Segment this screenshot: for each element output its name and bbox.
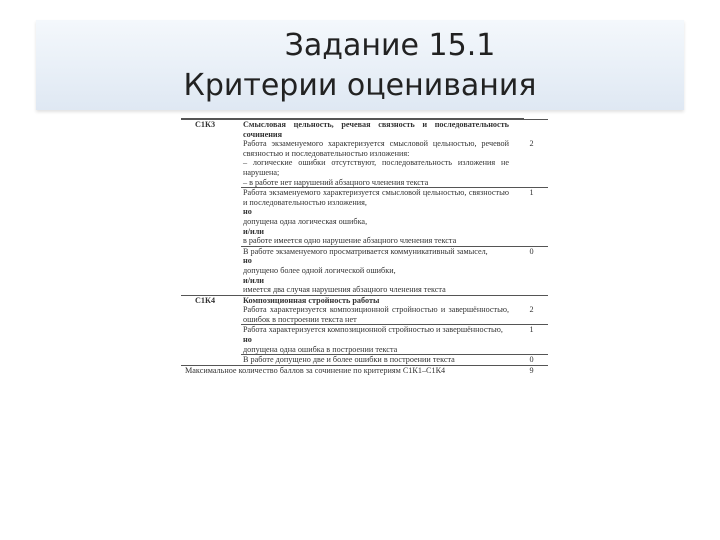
- criterion-heading-row: [181, 120, 548, 140]
- level-description: [241, 355, 511, 366]
- description-line: Работа характеризуется композиционной стройностью и завершённостью, ошибок в построении текста нет: [243, 305, 509, 324]
- total-row: [181, 365, 548, 375]
- score-cell-empty: [511, 120, 548, 140]
- code-cell-empty: [181, 246, 241, 295]
- level-description: [241, 188, 511, 247]
- code-cell-empty: [181, 355, 241, 366]
- description-line: но: [243, 207, 252, 217]
- criterion-level-row: [181, 305, 548, 325]
- description-line: в работе имеется одно нарушение абзацного членения текста: [243, 236, 457, 246]
- title-line-1: Задание 15.1: [284, 28, 496, 63]
- criterion-heading: Смысловая цельность, речевая связность и последовательность сочинения: [243, 120, 509, 139]
- description-line: – логические ошибки отсутствуют, последовательность изложения не нарушена;: [243, 158, 509, 177]
- description-line: но: [243, 256, 252, 266]
- code-cell-empty: [181, 139, 241, 187]
- criterion-level-row: [181, 139, 548, 187]
- level-score: 2: [529, 139, 534, 149]
- slide-title: [36, 26, 684, 106]
- description-line: Работа экзаменуемого характеризуется смысловой цельностью, связностью и последовательностью изложения,: [243, 188, 509, 207]
- criterion-code: С1К3: [181, 120, 241, 140]
- level-description: [241, 139, 511, 187]
- level-description: [241, 325, 511, 355]
- criterion-heading: Композиционная стройность работы: [241, 295, 511, 305]
- criterion-level-row: [181, 246, 548, 295]
- level-description: [241, 305, 511, 325]
- total-score: 9: [511, 365, 548, 375]
- code-cell-empty: [181, 305, 241, 325]
- criterion-heading-row: [181, 295, 548, 305]
- level-score: 2: [529, 305, 534, 315]
- level-score: 0: [511, 246, 548, 295]
- code-cell-empty: [181, 188, 241, 247]
- criterion-level-row: [181, 355, 548, 366]
- description-line: допущено более одной логической ошибки,: [243, 265, 396, 275]
- description-line: допущена одна ошибка в построении текста: [243, 344, 398, 354]
- criterion-code: С1К4: [181, 295, 241, 305]
- level-score: 1: [511, 188, 548, 247]
- description-line: Работа характеризуется композиционной стройностью и завершённостью,: [243, 325, 503, 335]
- criteria-table: [181, 119, 548, 375]
- description-line: В работе экзаменуемого просматривается коммуникативный замысел,: [243, 246, 488, 256]
- criterion-level-row: [181, 188, 548, 247]
- total-label: Максимальное количество баллов за сочинение по критериям С1К1–С1К4: [181, 365, 511, 375]
- criteria-table-image: [181, 118, 534, 522]
- score-cell-empty: [511, 295, 548, 305]
- description-line: и/или: [243, 275, 265, 285]
- level-score: 1: [511, 325, 548, 355]
- description-line: имеется два случая нарушения абзацного членения текста: [243, 285, 446, 295]
- description-line: но: [243, 335, 252, 345]
- description-line: и/или: [243, 226, 265, 236]
- title-line-2: Критерии оценивания: [183, 68, 537, 103]
- description-line: допущена одна логическая ошибка,: [243, 216, 368, 226]
- criterion-level-row: [181, 325, 548, 355]
- description-line: – в работе нет нарушений абзацного членения текста: [243, 177, 429, 187]
- level-description: [241, 246, 511, 295]
- description-line: В работе допущено две и более ошибки в построении текста: [243, 355, 455, 365]
- description-line: Работа экзаменуемого характеризуется смысловой цельностью, речевой связностью и последовательностью изложения:: [243, 139, 509, 158]
- level-score: 0: [511, 355, 548, 366]
- code-cell-empty: [181, 325, 241, 355]
